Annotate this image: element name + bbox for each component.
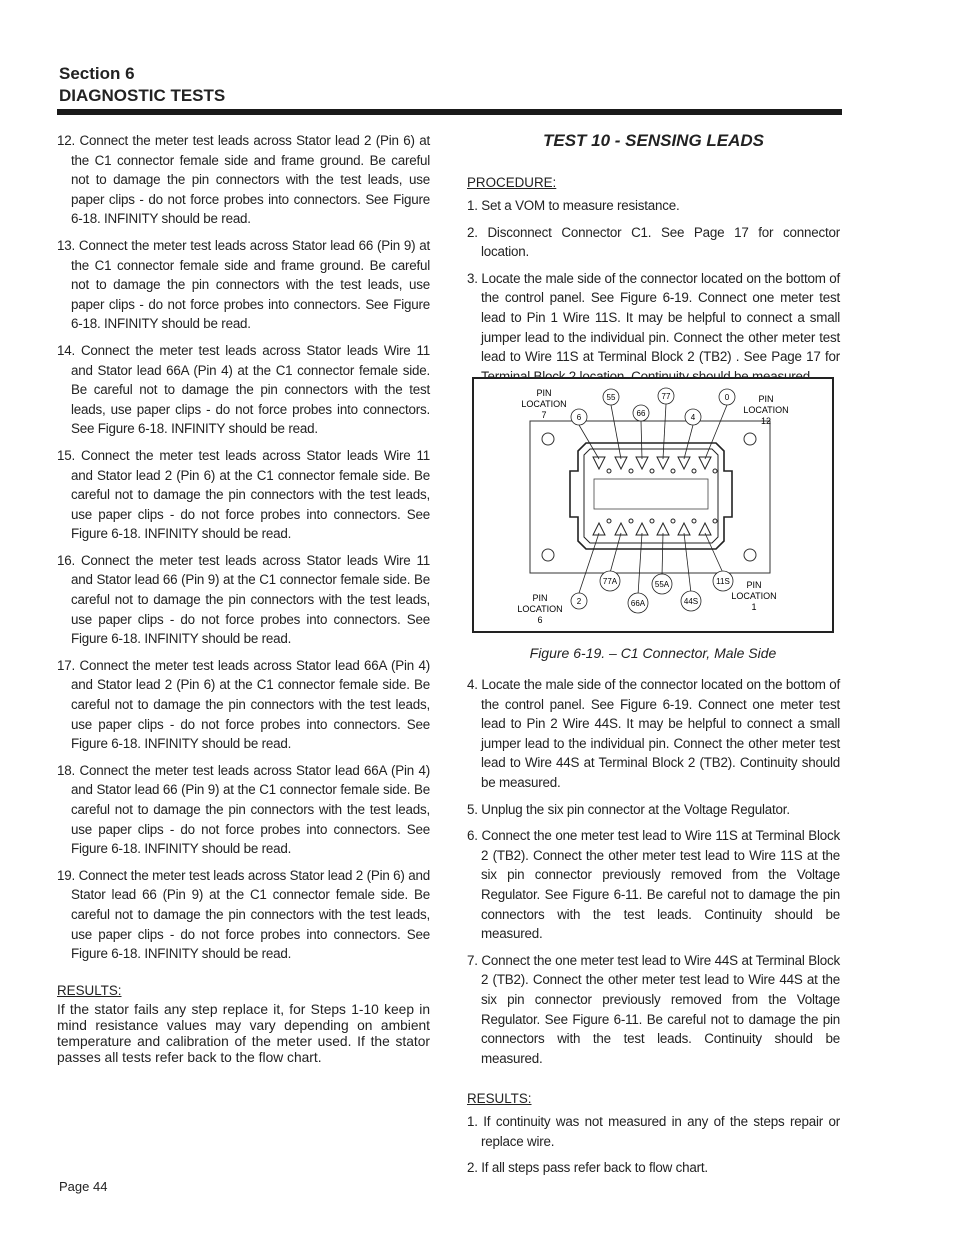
bottom-pin-dot xyxy=(692,519,696,523)
connector-inner xyxy=(584,449,718,543)
proc-step-7: 7. Connect the one meter test lead to Wire 44S at Terminal Block 2 (TB2). Connect the other meter test lead to Wire 44S at the six pin connector previously removed from the Voltage Regulator. See Figure 6-11. Be careful not to damage the pin connectors with the test leads. Continuity should be measured. xyxy=(467,952,840,1066)
top-pin-label-6: 6 xyxy=(576,413,582,422)
connector-center xyxy=(594,479,708,509)
top-pin-dot xyxy=(671,469,675,473)
top-pin-dot xyxy=(692,469,696,473)
section-number: Section 6 xyxy=(59,64,135,83)
top-pin-label-77: 77 xyxy=(661,392,671,401)
bottom-pin-label-2: 2 xyxy=(576,597,582,606)
mount-hole xyxy=(744,433,756,445)
section-header xyxy=(59,63,859,107)
proc-step-1: 1. Set a VOM to measure resistance. xyxy=(467,198,680,213)
proc-step-5: 5. Unplug the six pin connector at the Voltage Regulator. xyxy=(467,801,790,817)
leader-line xyxy=(610,533,621,573)
location-number-1: 1 xyxy=(751,602,757,612)
step-18: 18. Connect the meter test leads across Stator lead 66A (Pin 4) and Stator lead 66 (Pin 9) at the C1 connector female side. Be careful not to damage the pin connectors with the test leads, use paper clips - do not force probes into connectors. See Figure 6-18. INFINITY should be read. xyxy=(57,762,430,857)
location-word-6: LOCATION xyxy=(517,604,563,614)
proc-step-2: 2. Disconnect Connector C1. See Page 17 for connector location. xyxy=(467,224,840,260)
leader-line xyxy=(611,405,621,459)
header-rule xyxy=(57,109,842,115)
step-16: 16. Connect the meter test leads across Stator leads Wire 11 and Stator lead 66 (Pin 9) at the C1 connector female side. Be careful not to damage the pin connectors with the test leads, use paper clips - do not force probes into connectors. See Figure 6-18. INFINITY should be read. xyxy=(57,552,430,647)
location-word-7: LOCATION xyxy=(521,399,567,409)
section-title: DIAGNOSTIC TESTS xyxy=(59,86,226,105)
top-pin-dot xyxy=(629,469,633,473)
result-1: 1. If continuity was not measured in any of the steps repair or replace wire. xyxy=(467,1114,840,1149)
bottom-pin-dot xyxy=(650,519,654,523)
pin-word-12: PIN xyxy=(758,394,774,404)
leader-line xyxy=(663,404,666,459)
bottom-pin-dot xyxy=(607,519,611,523)
bottom-pin-marks xyxy=(593,519,717,535)
leader-line xyxy=(705,533,723,573)
results-text-left: If the stator fails any step replace it, for Steps 1-10 keep in mind resistance values may vary depending on ambient temperature and calibration of the meter used. If the stator passes all tests refer back to the flow chart. xyxy=(57,1001,430,1065)
pin-word-1: PIN xyxy=(746,580,762,590)
step-17: 17. Connect the meter test leads across Stator lead 66A (Pin 4) and Stator lead 2 (Pin 6) at the C1 connector female side. Be careful not to damage the pin connectors with the test leads, use paper clips - do not force probes into connectors. See Figure 6-18. INFINITY should be read. xyxy=(57,657,430,752)
bottom-pin-label-11S: 11S xyxy=(716,577,730,586)
page-number: Page 44 xyxy=(59,1179,108,1194)
pin-word-6: PIN xyxy=(532,593,548,603)
step-14: 14. Connect the meter test leads across Stator leads Wire 11 and Stator lead 66A (Pin 4) at the C1 connector female side. Be careful not to damage the pin connectors with the test leads, use paper clips - do not force probes into connectors. See Figure 6-18. INFINITY should be read. xyxy=(57,342,430,437)
bottom-pin-label-66A: 66A xyxy=(630,599,646,608)
leader-line xyxy=(641,421,642,459)
leader-line xyxy=(662,533,663,576)
proc-step-3: 3. Locate the male side of the connector located on the bottom of the control panel. See Figure 6-19. Connect one meter test lead to Pin 1 Wire 11S. It may be helpful to connect a small jumper lead to the individual pin. Connect the other meter test lead to Wire 11S at Terminal Block 2 (TB2) . See Page 17 for xyxy=(467,270,840,365)
top-pin-label-0: 0 xyxy=(724,393,730,402)
bottom-pin-dot xyxy=(671,519,675,523)
c1-connector-diagram xyxy=(474,379,832,631)
step-19: 19. Connect the meter test leads across Stator lead 2 (Pin 6) and Stator lead 66 (Pin 9) at the C1 connector female side. Be careful not to damage the pin connectors with the test leads, use paper clips - do not force probes into connectors. See Figure 6-18. INFINITY should be read. xyxy=(57,867,430,962)
leader-lines xyxy=(576,404,727,595)
mount-hole xyxy=(744,549,756,561)
top-pin-dot xyxy=(607,469,611,473)
proc-step-6: 6. Connect the one meter test lead to Wire 11S at Terminal Block 2 (TB2). Connect the other meter test lead to Wire 11S at the six pin connector previously removed from the Voltage Regulator. See Figure 6-11. Be careful not to damage the pin connectors with the test leads. Continuity should be measured. xyxy=(467,828,840,942)
top-pin-label-4: 4 xyxy=(690,413,696,422)
results-label-left: RESULTS: xyxy=(57,982,122,998)
c1-connector-figure xyxy=(472,377,834,633)
mount-hole xyxy=(542,549,554,561)
right-column-upper xyxy=(467,131,840,393)
pin-word-7: PIN xyxy=(536,388,552,398)
step-13: 13. Connect the meter test leads across Stator lead 66 (Pin 9) at the C1 connector female side and frame ground. Be careful not to damage the pin connectors with the test leads, use paper clips - do not force probes into connectors. See Figure 6-18. INFINITY should be read. xyxy=(57,237,430,332)
location-number-12: 12 xyxy=(760,416,772,426)
location-number-6: 6 xyxy=(537,615,543,625)
figure-caption: Figure 6-19. – C1 Connector, Male Side xyxy=(529,645,777,661)
bottom-pin-dot xyxy=(629,519,633,523)
bottom-pin-label-77A: 77A xyxy=(602,577,618,586)
step-12: 12. Connect the meter test leads across Stator lead 2 (Pin 6) at the C1 connector female side and frame ground. Be careful not to damage the pin connectors with the test leads, use paper clips - do not force probes into connectors. See Figure 6-18. INFINITY should be read. xyxy=(57,133,430,227)
proc-step-4: 4. Locate the male side of the connector located on the bottom of the control panel. See Figure 6-19. Connect one meter test lead to Pin 2 Wire 44S. It may be helpful to connect a small jumper lead to the individual pin. Connect the other meter test lead to Wire 44S at Terminal Block 2 (TB2). Continuity should be measured. xyxy=(467,677,840,790)
result-2: 2. If all steps pass refer back to flow chart. xyxy=(467,1160,708,1176)
bottom-pin-label-44S: 44S xyxy=(683,597,699,606)
top-pin-label-66: 66 xyxy=(636,409,646,418)
location-number-7: 7 xyxy=(541,410,547,420)
top-pin-label-55: 55 xyxy=(606,393,616,402)
location-word-12: LOCATION xyxy=(743,405,789,415)
top-pin-dot xyxy=(650,469,654,473)
leader-line xyxy=(579,425,599,459)
top-pin-marks xyxy=(593,457,717,473)
step-15: 15. Connect the meter test leads across Stator leads Wire 11 and Stator lead 2 (Pin 6) at the C1 connector female side. Be careful not to damage the pin connectors with the test leads, use paper clips - do not force probes into connectors. See Figure 6-18. INFINITY should be read. xyxy=(57,447,430,542)
pin-circles xyxy=(571,388,735,613)
mount-hole xyxy=(542,433,554,445)
left-column xyxy=(57,131,430,1066)
right-column-lower xyxy=(467,675,840,1185)
procedure-label: PROCEDURE: xyxy=(467,175,557,190)
results-label-right: RESULTS: xyxy=(467,1091,532,1107)
leader-line xyxy=(684,425,693,459)
bottom-pin-dot xyxy=(713,519,717,523)
leader-line xyxy=(638,533,642,595)
test-title: TEST 10 - SENSING LEADS xyxy=(542,131,765,150)
leader-line xyxy=(684,533,691,593)
location-word-1: LOCATION xyxy=(731,591,777,601)
top-pin-dot xyxy=(713,469,717,473)
bottom-pin-label-55A: 55A xyxy=(654,580,670,589)
